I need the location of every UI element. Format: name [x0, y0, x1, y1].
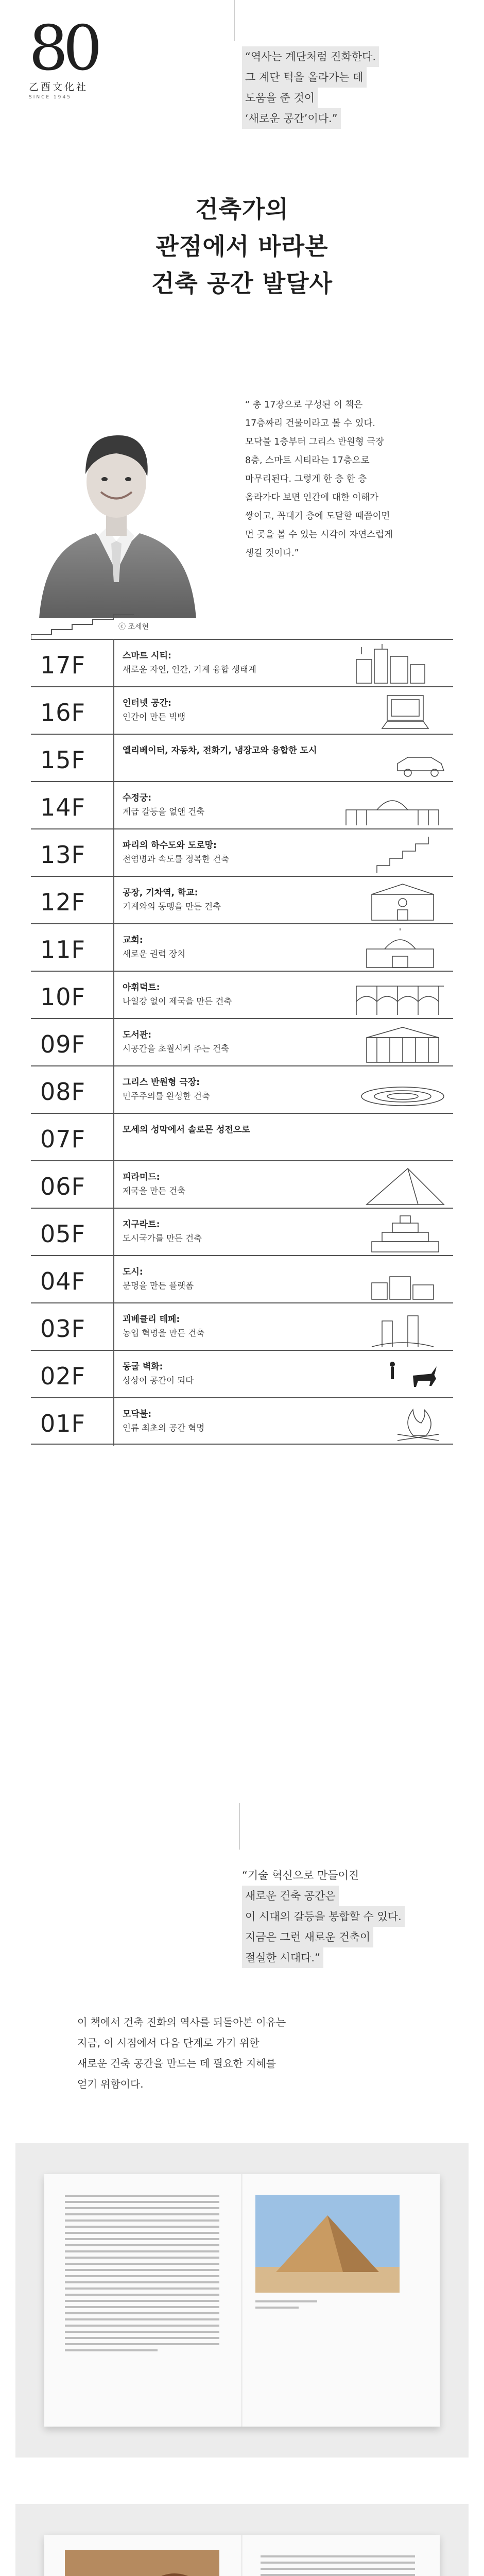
- floor-subtitle: 도시국가를 만든 건축: [123, 1233, 202, 1243]
- floor-17: [31, 639, 453, 686]
- floor-15: [31, 734, 453, 781]
- publisher-logo: [29, 13, 132, 100]
- quote-line: 총 17장으로 구성된 이 책은: [252, 400, 363, 410]
- quote-line: 이 시대의 갈등을 봉합할 수 있다.: [242, 1906, 405, 1927]
- floor-01: [31, 1397, 453, 1445]
- floor-subtitle: 민주주의를 완성한 건축: [123, 1091, 210, 1101]
- floor-number: 10F: [40, 983, 85, 1011]
- divider: [239, 1803, 240, 1850]
- photo-credit: ⓒ 조세현: [118, 623, 149, 631]
- logo-name: 乙酉文化社: [29, 81, 89, 93]
- floor-number: 01F: [40, 1410, 85, 1437]
- floor-subtitle: 전염병과 속도를 정복한 건축: [123, 854, 230, 864]
- aqueduct-icon: [336, 976, 449, 1016]
- floor-column: [113, 1114, 114, 1161]
- quote-open-mark: “: [245, 400, 250, 410]
- amphitheater-icon: [336, 1071, 449, 1111]
- quote-open-mark: “: [245, 50, 251, 63]
- floor-07: [31, 1113, 453, 1160]
- logo-since: SINCE 1945: [29, 95, 72, 100]
- divider: [234, 0, 235, 41]
- crystal-palace-icon: [336, 786, 449, 826]
- floor-02: [31, 1350, 453, 1397]
- stairs-icon: [336, 834, 449, 874]
- intro-line: 이 책에서 건축 진화의 역사를 되돌아본 이유는: [77, 2016, 286, 2028]
- floor-number: 04F: [40, 1267, 85, 1295]
- floor-number: 02F: [40, 1362, 85, 1390]
- floor-09: [31, 1018, 453, 1065]
- floor-05: [31, 1208, 453, 1255]
- quote-line: “기술 혁신으로 만들어진: [242, 1869, 359, 1882]
- quote-line: 17층짜리 건물이라고 볼 수 있다.: [245, 418, 375, 429]
- smart-city-icon: [336, 644, 449, 684]
- floor-column: [113, 1019, 114, 1066]
- mid-quote: [242, 1865, 438, 1968]
- floor-number: 12F: [40, 888, 85, 916]
- book-spread-preview-1: [15, 2143, 469, 2458]
- roof-stairs-icon: [31, 614, 165, 640]
- computer-icon: [336, 691, 449, 732]
- floor-number: 06F: [40, 1173, 85, 1200]
- book-spread-preview-2: [15, 2504, 469, 2576]
- book-spread: [44, 2174, 440, 2427]
- author-quote: [237, 396, 453, 563]
- pyramid-photo: [255, 2195, 400, 2293]
- floor-number: 13F: [40, 841, 85, 869]
- floor-title: 지구라트:: [123, 1219, 160, 1230]
- floor-number: 05F: [40, 1220, 85, 1248]
- floor-title: 모닥불:: [123, 1409, 152, 1419]
- ancient-city-icon: [336, 1260, 449, 1300]
- quote-open-mark: “: [242, 1869, 248, 1882]
- floor-title: 피라미드:: [123, 1172, 160, 1182]
- quote-line: 올라가다 보면 인간에 대한 이해가: [245, 493, 378, 503]
- top-quote: [242, 46, 443, 129]
- cave-painting-photo: [65, 2550, 219, 2576]
- floor-subtitle: 농업 혁명을 만든 건축: [123, 1328, 205, 1338]
- cave-painting-icon: [336, 1355, 449, 1395]
- floor-title: 엘리베이터, 자동차, 전화기, 냉장고와 융합한 도시: [123, 745, 317, 756]
- floor-03: [31, 1302, 453, 1350]
- intro-line: 새로운 건축 공간을 만드는 데 필요한 지혜를: [77, 2057, 276, 2070]
- quote-line: 절실한 시대다.”: [242, 1947, 323, 1968]
- pyramid-icon: [336, 1165, 449, 1206]
- intro-paragraph: [77, 2012, 427, 2094]
- floor-11: [31, 923, 453, 971]
- floor-number: 17F: [40, 651, 85, 679]
- floor-number: 08F: [40, 1078, 85, 1106]
- floor-subtitle: 인류 최초의 공간 혁명: [123, 1423, 205, 1433]
- floor-column: [113, 1209, 114, 1256]
- floor-subtitle: 인간이 만든 빅뱅: [123, 712, 186, 722]
- quote-line: 8층, 스마트 시티라는 17층으로: [245, 455, 370, 466]
- floor-subtitle: 문명을 만든 플랫폼: [123, 1281, 194, 1291]
- floor-subtitle: 제국을 만든 건축: [123, 1186, 186, 1196]
- floor-number: 09F: [40, 1030, 85, 1058]
- floor-title: 공장, 기차역, 학교:: [123, 888, 198, 898]
- floor-column: [113, 1351, 114, 1398]
- title-line: 건축 공간 발달사: [151, 269, 333, 297]
- quote-line: 모닥불 1층부터 그리스 반원형 극장: [245, 437, 385, 447]
- floor-16: [31, 686, 453, 734]
- quote-line: 마무리된다. 그렇게 한 층 한 층: [245, 474, 367, 484]
- floor-number: 16F: [40, 699, 85, 726]
- car-icon: [336, 739, 449, 779]
- floor-subtitle: 상상이 공간이 되다: [123, 1376, 194, 1385]
- floor-13: [31, 828, 453, 876]
- floor-number: 03F: [40, 1315, 85, 1343]
- floor-column: [113, 782, 114, 829]
- floor-number: 15F: [40, 746, 85, 774]
- quote-line: 도움을 준 것이: [242, 88, 318, 108]
- quote-line: 먼 곳을 볼 수 있는 시각이 자연스럽게: [245, 530, 393, 540]
- floor-column: [113, 1256, 114, 1303]
- book-spread: [44, 2535, 440, 2576]
- floor-number: 11F: [40, 936, 85, 963]
- floor-column: [113, 972, 114, 1019]
- gobekli-tepe-icon: [336, 1308, 449, 1348]
- text-column: [65, 2195, 219, 2355]
- floor-column: [113, 1303, 114, 1351]
- floor-title: 도시:: [123, 1267, 143, 1277]
- floor-column: [113, 877, 114, 924]
- quote-line: 그 계단 턱을 올라가는 데: [242, 67, 367, 88]
- quote-line: 지금은 그런 새로운 건축이: [242, 1927, 373, 1947]
- floor-title: 동굴 벽화:: [123, 1362, 163, 1372]
- quote-line: 쌓이고, 꼭대기 층에 도달할 때쯤이면: [245, 511, 390, 521]
- floor-subtitle: 새로운 자연, 인간, 기계 융합 생태계: [123, 665, 256, 674]
- logo-digits: 80: [29, 13, 97, 84]
- intro-line: 얻기 위함이다.: [77, 2078, 144, 2090]
- floor-column: [113, 1066, 114, 1114]
- floor-column: [113, 687, 114, 735]
- floor-title: 스마트 시티:: [123, 651, 171, 661]
- floor-subtitle: 계급 갈등을 없앤 건축: [123, 807, 205, 817]
- floor-08: [31, 1065, 453, 1113]
- quote-line: ‘새로운 공간’이다.”: [242, 108, 341, 129]
- train-station-icon: [336, 881, 449, 921]
- quote-line: 새로운 건축 공간은: [242, 1886, 339, 1906]
- floor-10: [31, 971, 453, 1018]
- floor-title: 그리스 반원형 극장:: [123, 1077, 200, 1088]
- floor-title: 수정궁:: [123, 793, 152, 803]
- intro-line: 지금, 이 시점에서 다음 단계로 가기 위한: [77, 2037, 260, 2049]
- quote-line: “역사는 계단처럼 진화한다.: [242, 46, 379, 67]
- floor-04: [31, 1255, 453, 1302]
- floor-title: 파리의 하수도와 도로망:: [123, 840, 217, 851]
- floor-12: [31, 876, 453, 923]
- floor-06: [31, 1160, 453, 1208]
- quote-line: 생길 것이다.”: [245, 548, 299, 558]
- author-photo: [29, 386, 204, 618]
- text-column: [261, 2555, 415, 2576]
- floor-building: [31, 639, 453, 1445]
- library-icon: [336, 1023, 449, 1063]
- floor-number: 14F: [40, 793, 85, 821]
- title-line: 관점에서 바라본: [155, 232, 329, 260]
- floor-title: 괴베클리 테페:: [123, 1314, 180, 1325]
- floor-column: [113, 1161, 114, 1209]
- floor-title: 모세의 성막에서 솔로몬 성전으로: [123, 1125, 250, 1135]
- floor-column: [113, 924, 114, 972]
- floor-subtitle: 시공간을 초월시켜 주는 건축: [123, 1044, 230, 1054]
- book-title: [0, 191, 484, 302]
- title-line: 건축가의: [195, 195, 289, 223]
- floor-subtitle: 기계와의 동맹을 만든 건축: [123, 902, 221, 911]
- floor-number: 07F: [40, 1125, 85, 1153]
- church-icon: [336, 928, 449, 969]
- floor-subtitle: 나일강 없이 제국을 만든 건축: [123, 996, 232, 1006]
- floor-column: [113, 829, 114, 877]
- floor-column: [113, 640, 114, 687]
- floor-subtitle: 새로운 권력 장치: [123, 949, 186, 959]
- bonfire-icon: [336, 1402, 449, 1443]
- floor-title: 인터넷 공간:: [123, 698, 171, 708]
- floor-column: [113, 1398, 114, 1446]
- floor-title: 도서관:: [123, 1030, 152, 1040]
- ziggurat-icon: [336, 1213, 449, 1253]
- floor-title: 아휘덕트:: [123, 982, 160, 993]
- floor-title: 교회:: [123, 935, 143, 945]
- floor-14: [31, 781, 453, 828]
- floor-column: [113, 735, 114, 782]
